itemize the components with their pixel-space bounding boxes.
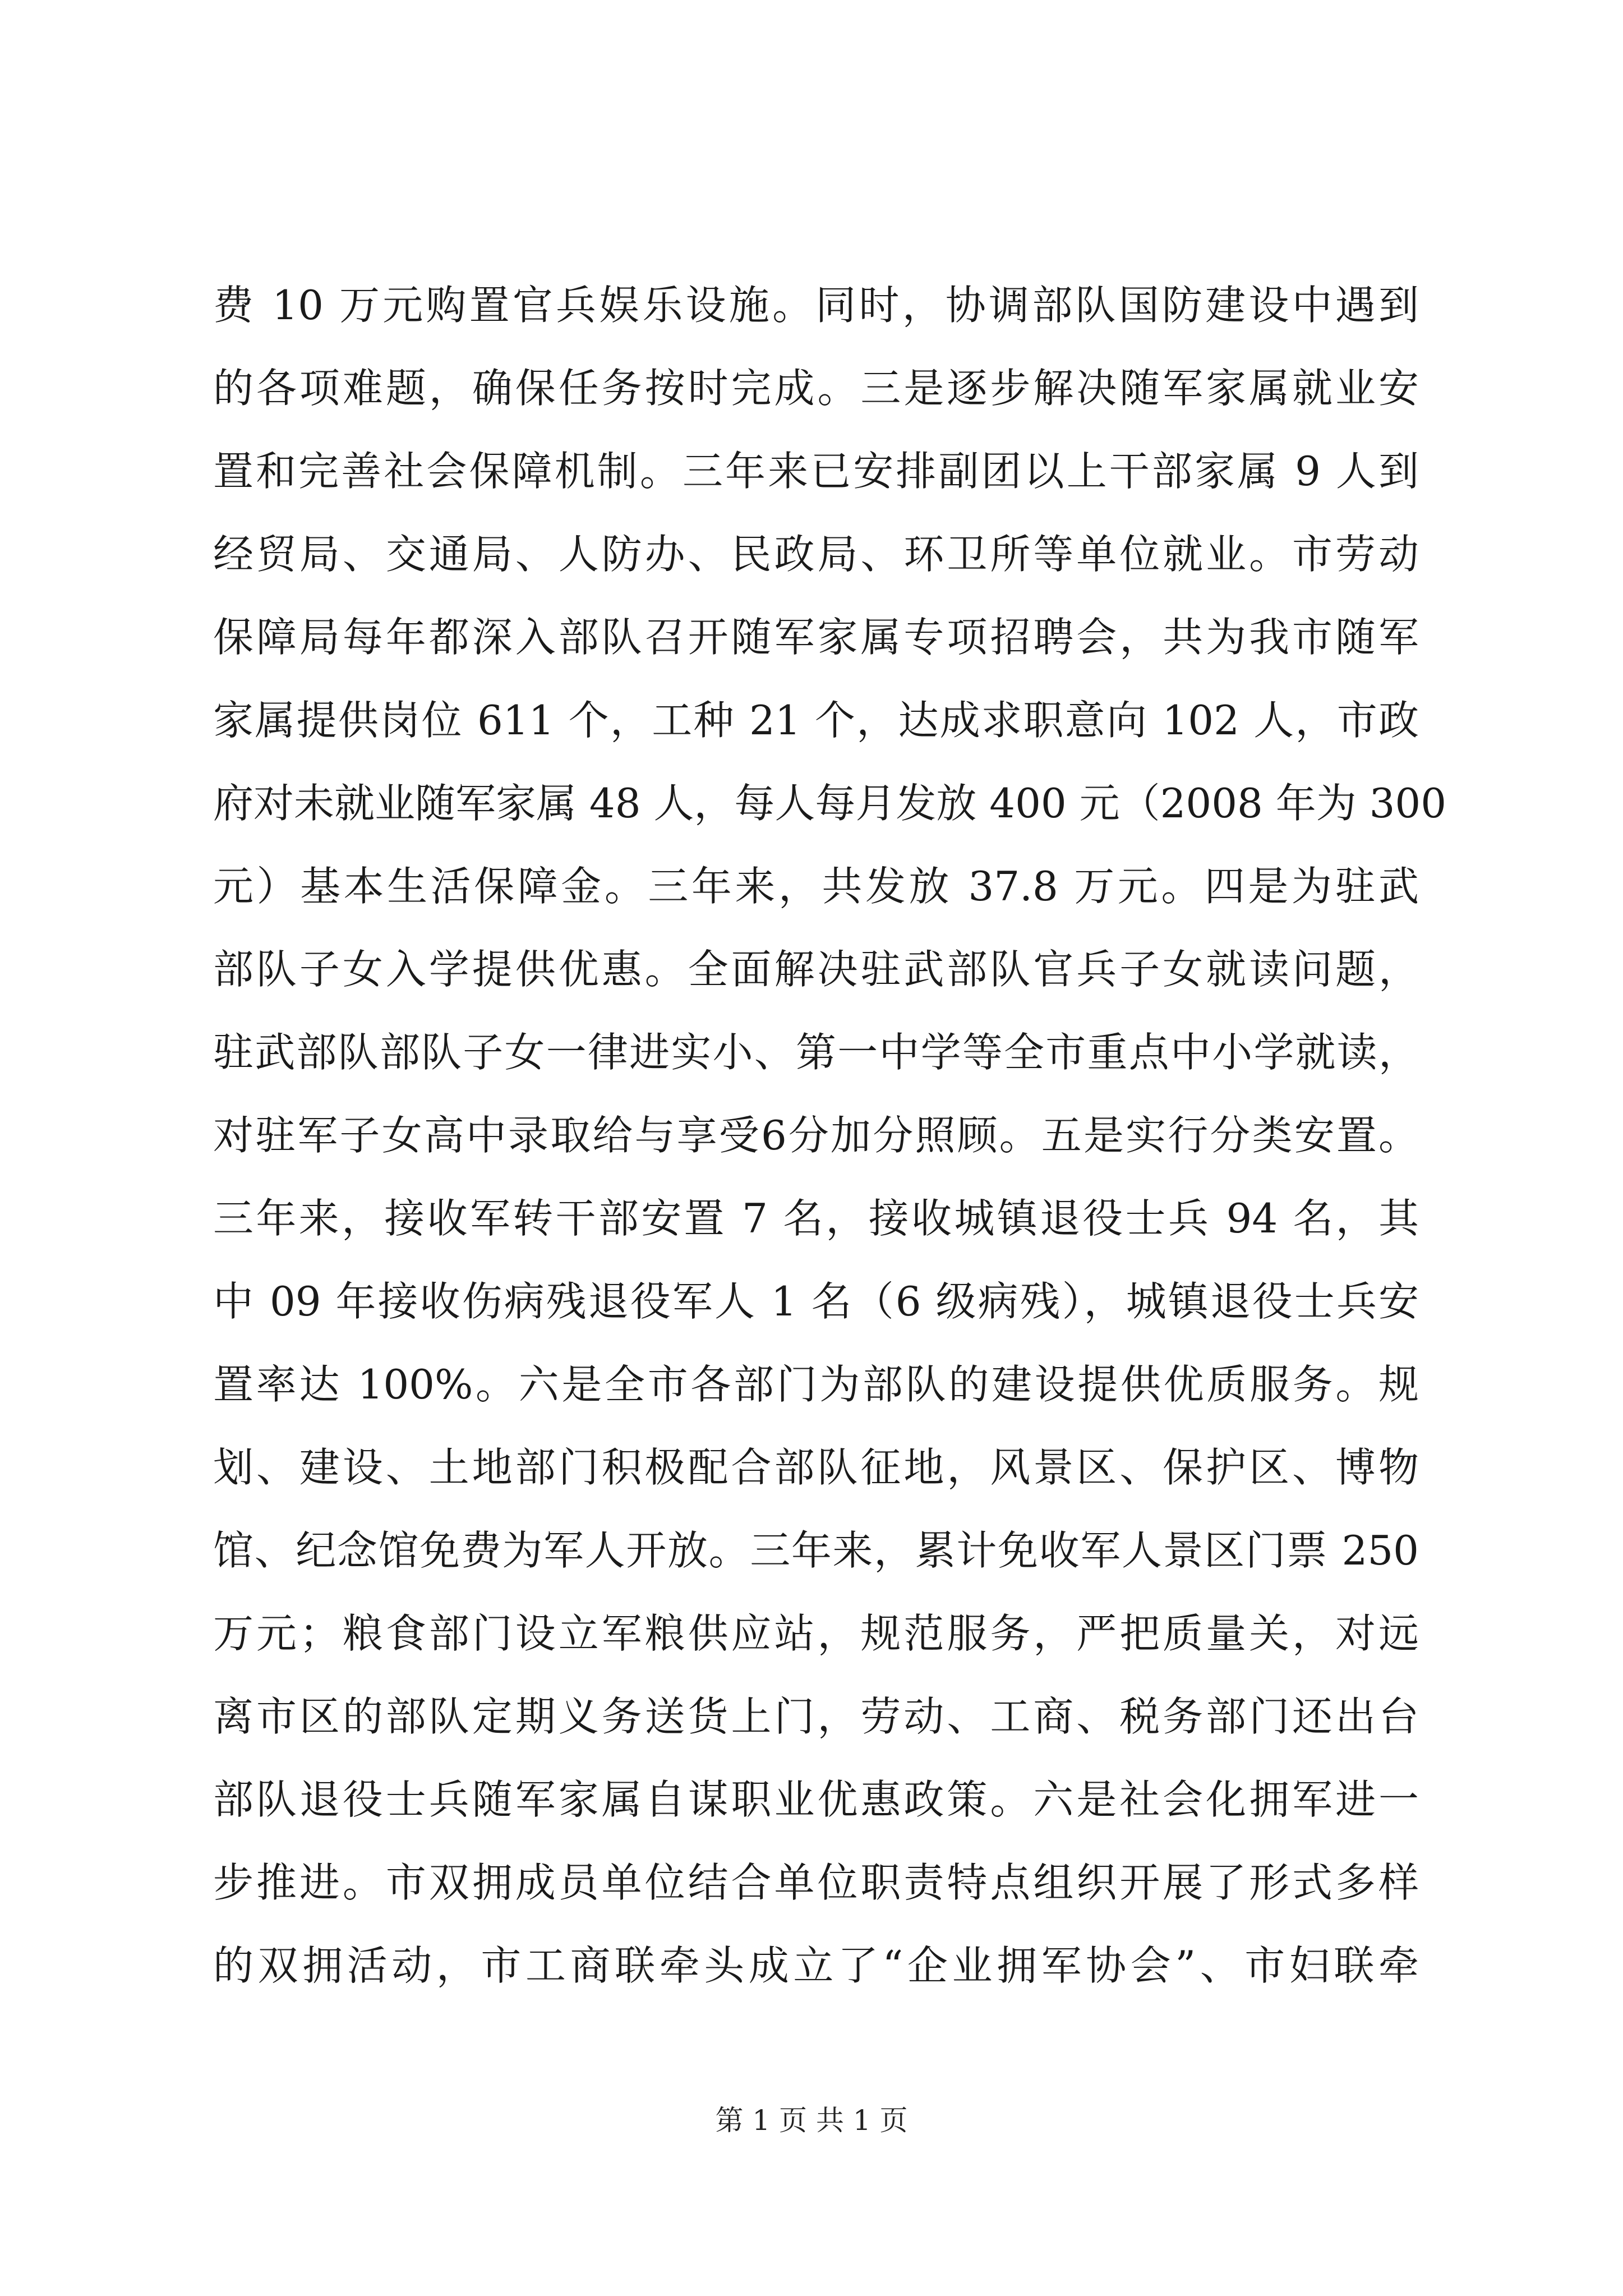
text-line: 家属提供岗位 611 个，工种 21 个，达成求职意向 102 人，市政 — [213, 697, 1419, 744]
page-number-label: 第 1 页 共 1 页 — [715, 2104, 908, 2137]
text-line: 馆、纪念馆免费为军人开放。三年来，累计免收军人景区门票 250 — [213, 1527, 1419, 1574]
text-line: 置率达 100%。六是全市各部门为部队的建设提供优质服务。规 — [213, 1361, 1419, 1408]
text-line: 部队退役士兵随军家属自谋职业优惠政策。六是社会化拥军进一 — [213, 1776, 1419, 1823]
text-line: 中 09 年接收伤病残退役军人 1 名（6 级病残），城镇退役士兵安 — [213, 1278, 1419, 1325]
text-line: 划、建设、土地部门积极配合部队征地，风景区、保护区、博物 — [213, 1444, 1419, 1491]
text-line: 万元；粮食部门设立军粮供应站，规范服务，严把质量关，对远 — [213, 1610, 1419, 1657]
text-line: 三年来，接收军转干部安置 7 名，接收城镇退役士兵 94 名，其 — [213, 1195, 1419, 1242]
text-line: 经贸局、交通局、人防办、民政局、环卫所等单位就业。市劳动 — [213, 531, 1419, 578]
text-line: 离市区的部队定期义务送货上门，劳动、工商、税务部门还出台 — [213, 1693, 1419, 1740]
text-line: 对驻军子女高中录取给与享受6分加分照顾。五是实行分类安置。 — [213, 1112, 1419, 1159]
text-line: 元）基本生活保障金。三年来，共发放 37.8 万元。四是为驻武 — [213, 863, 1419, 910]
text-line: 的各项难题，确保任务按时完成。三是逐步解决随军家属就业安 — [213, 365, 1419, 412]
text-line: 置和完善社会保障机制。三年来已安排副团以上干部家属 9 人到 — [213, 448, 1419, 495]
text-line: 保障局每年都深入部队召开随军家属专项招聘会，共为我市随军 — [213, 614, 1419, 661]
text-line: 步推进。市双拥成员单位结合单位职责特点组织开展了形式多样 — [213, 1859, 1419, 1906]
text-line: 的双拥活动，市工商联牵头成立了“企业拥军协会”、市妇联牵 — [213, 1942, 1419, 1989]
text-line: 驻武部队部队子女一律进实小、第一中学等全市重点中小学就读， — [213, 1029, 1419, 1076]
body-paragraph — [213, 264, 1447, 2007]
page-footer — [0, 2101, 1623, 2140]
text-line: 府对未就业随军家属 48 人，每人每月发放 400 元（2008 年为 300 — [213, 780, 1447, 827]
text-line: 费 10 万元购置官兵娱乐设施。同时，协调部队国防建设中遇到 — [213, 282, 1419, 329]
text-line: 部队子女入学提供优惠。全面解决驻武部队官兵子女就读问题， — [213, 946, 1419, 993]
